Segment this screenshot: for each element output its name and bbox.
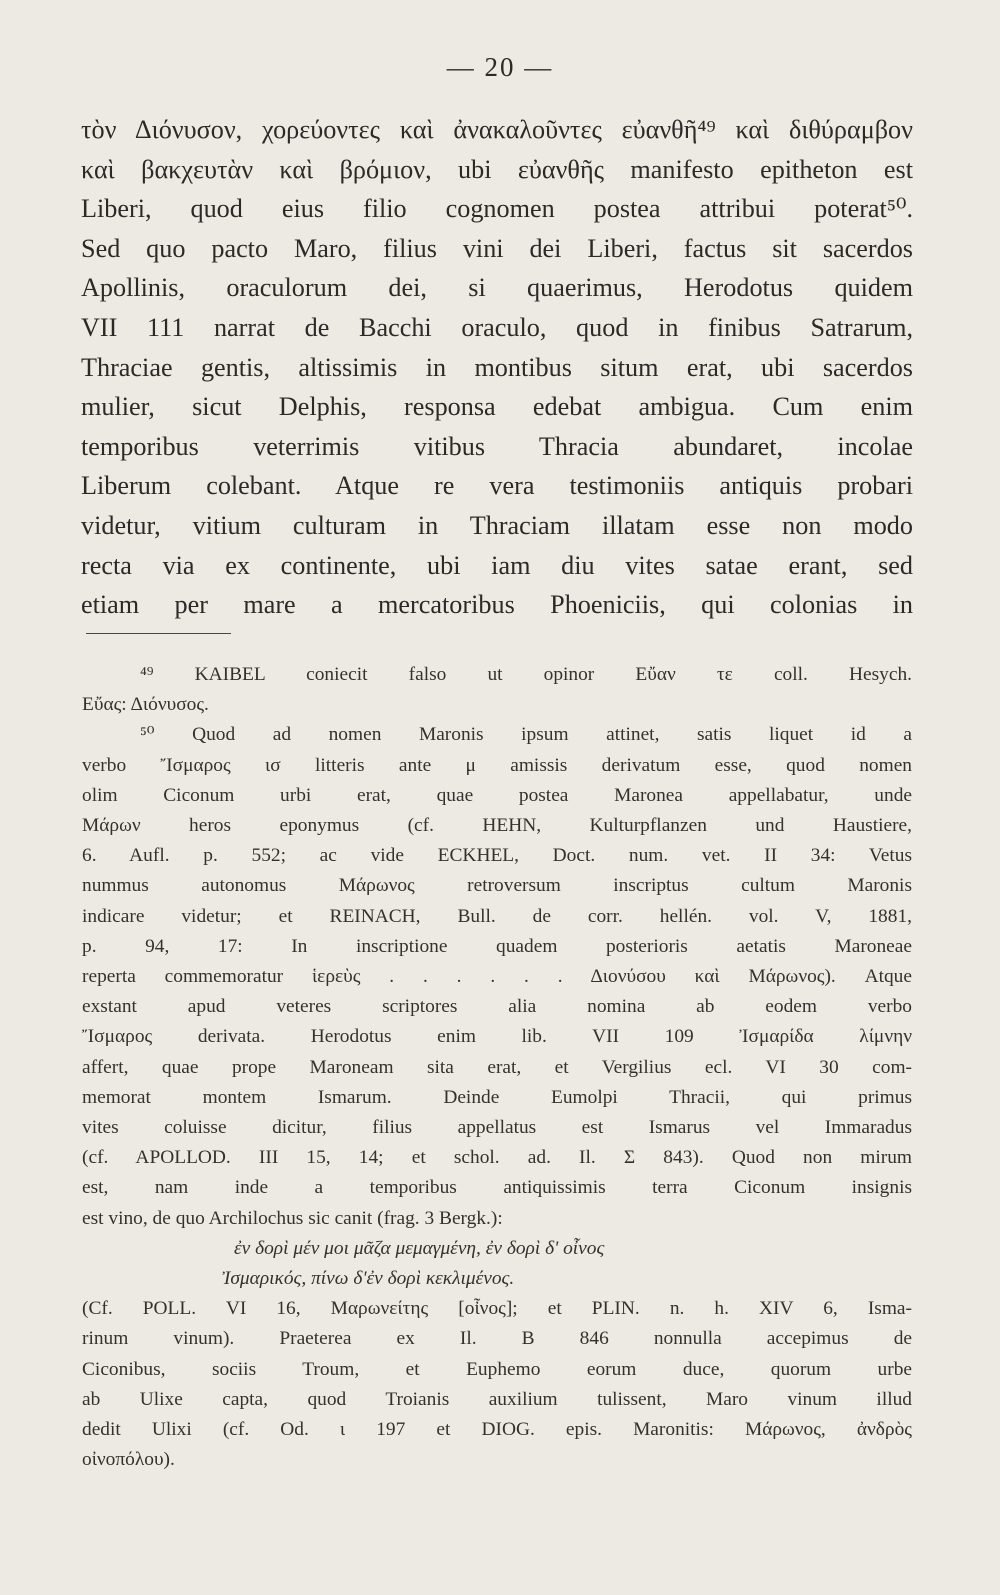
footnote-50-line: est vino, de quo Archilochus sic canit (frag. 3 Bergk.): xyxy=(82,1207,503,1229)
footnote-50-line: reperta commemoratur ἱερεὺς . . . . . . Διονύσου καὶ Μάρωνος). Atque xyxy=(82,966,912,988)
footnote-50-line: οἰνοπόλου). xyxy=(82,1449,175,1471)
footnote-50-line: verbo Ἴσμαρος ισ litteris ante μ amissis derivatum esse, quod nomen xyxy=(82,754,912,776)
main-line: temporibus veterrimis vitibus Thracia abundaret, incolae xyxy=(81,431,913,461)
footnotes-block xyxy=(82,660,912,1475)
footnote-separator-rule xyxy=(86,633,231,634)
footnote-50-line: vites coluisse dicitur, filius appellatus est Ismarus vel Immaradus xyxy=(82,1117,912,1139)
main-line: etiam per mare a mercatoribus Phoeniciis, qui colonias in xyxy=(81,590,913,620)
footnote-49-line: ⁴⁹ KAIBEL coniecit falso ut opinor Εὔαν τε coll. Hesych. xyxy=(140,664,912,685)
greek-verse-line: Ἰσμαρικός, πίνω δ'ἐν δορὶ κεκλιμένος. xyxy=(222,1268,515,1290)
footnote-50-line: memorat montem Ismarum. Deinde Eumolpi Thracii, qui primus xyxy=(82,1086,912,1108)
main-line: Liberum colebant. Atque re vera testimoniis antiquis probari xyxy=(81,471,913,501)
footnote-50-line: indicare videtur; et REINACH, Bull. de corr. hellén. vol. V, 1881, xyxy=(82,905,912,927)
footnote-50-line: olim Ciconum urbi erat, quae postea Maronea appellabatur, unde xyxy=(82,784,912,806)
footnote-50-line: exstant apud veteres scriptores alia nomina ab eodem verbo xyxy=(82,996,912,1018)
footnote-50-line: (Cf. POLL. VI 16, Μαρωνείτης [οἶνος]; et PLIN. n. h. XIV 6, Isma- xyxy=(82,1298,912,1320)
main-line: Apollinis, oraculorum dei, si quaerimus, Herodotus quidem xyxy=(81,273,913,303)
footnote-49-line: Εὔας: Διόνυσος. xyxy=(82,694,209,716)
footnote-50-line: ab Ulixe capta, quod Troianis auxilium tulissent, Maro vinum illud xyxy=(82,1388,912,1410)
main-line: VII 111 narrat de Bacchi oraculo, quod in finibus Satrarum, xyxy=(81,312,913,342)
footnote-50-line: est, nam inde a temporibus antiquissimis terra Ciconum insignis xyxy=(82,1177,912,1199)
main-line: recta via ex continente, ubi iam diu vites satae erant, sed xyxy=(81,550,913,580)
main-line: καὶ βακχευτὰν καὶ βρόμιον, ubi εὐανθῆς manifesto epitheton est xyxy=(81,154,913,184)
footnote-50-line: Ciconibus, sociis Troum, et Euphemo eorum duce, quorum urbe xyxy=(82,1358,912,1380)
footnote-50-line: Μάρων heros eponymus (cf. HEHN, Kulturpflanzen und Haustiere, xyxy=(82,815,912,837)
main-line: Sed quo pacto Maro, filius vini dei Liberi, factus sit sacerdos xyxy=(81,233,913,263)
footnote-50-line: (cf. APOLLOD. III 15, 14; et schol. ad. Il. Σ 843). Quod non mirum xyxy=(82,1147,912,1169)
main-line: τὸν Διόνυσον, χορεύοντες καὶ ἀνακαλοῦντες εὐανθῆ⁴⁹ καὶ διθύραμβον xyxy=(81,115,913,144)
footnote-50-line: Ἴσμαρος derivata. Herodotus enim lib. VII 109 Ἰσμαρίδα λίμνην xyxy=(82,1026,912,1048)
main-line: mulier, sicut Delphis, responsa edebat ambigua. Cum enim xyxy=(81,392,913,422)
main-line: videtur, vitium culturam in Thraciam illatam esse non modo xyxy=(81,510,913,540)
greek-verse-line: ἐν δορὶ μέν μοι μᾶζα μεμαγμένη, ἐν δορὶ δ' οἶνος xyxy=(234,1237,605,1259)
page-number: — 20 — xyxy=(446,52,554,82)
footnote-50-line: nummus autonomus Μάρωνος retroversum inscriptus cultum Maronis xyxy=(82,875,912,897)
main-text-body xyxy=(81,110,913,625)
footnote-50-line: affert, quae prope Maroneam sita erat, et Vergilius ecl. VI 30 com- xyxy=(82,1056,912,1078)
footnote-50-line: rinum vinum). Praeterea ex Il. B 846 nonnulla accepimus de xyxy=(82,1328,912,1350)
footnote-50-line: dedit Ulixi (cf. Od. ι 197 et DIOG. epis. Maronitis: Μάρωνος, ἀνδρὸς xyxy=(82,1419,912,1441)
footnote-50-line: 6. Aufl. p. 552; ac vide ECKHEL, Doct. num. vet. II 34: Vetus xyxy=(82,845,912,867)
main-line: Thraciae gentis, altissimis in montibus situm erat, ubi sacerdos xyxy=(81,352,913,382)
footnote-50-line: ⁵⁰ Quod ad nomen Maronis ipsum attinet, satis liquet id a xyxy=(140,724,912,746)
main-line: Liberi, quod eius filio cognomen postea attribui poterat⁵⁰. xyxy=(81,194,913,224)
footnote-50-line: p. 94, 17: In inscriptione quadem posterioris aetatis Maroneae xyxy=(82,935,912,957)
